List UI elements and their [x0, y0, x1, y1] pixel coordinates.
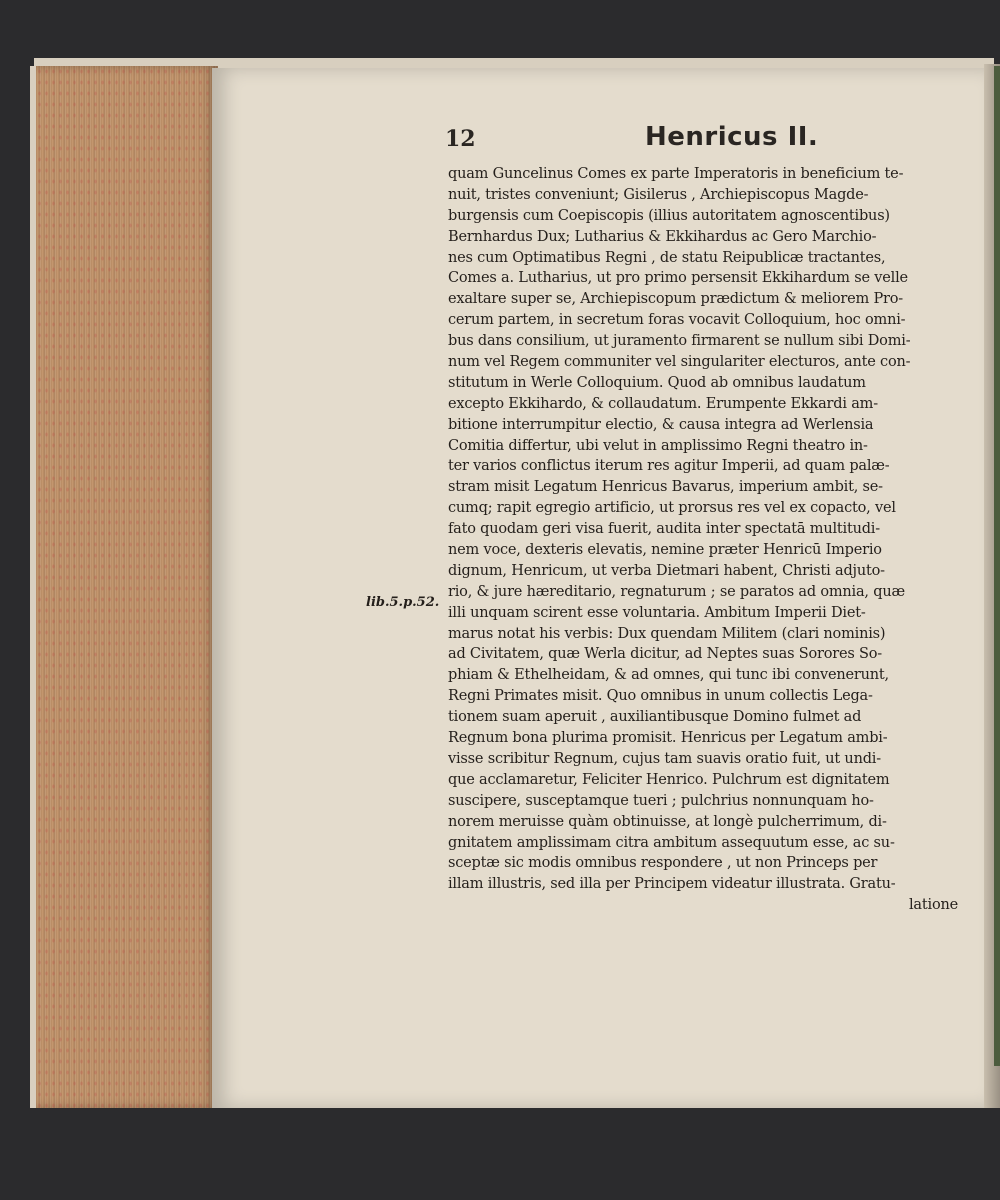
text-line: fato quodam geri visa fuerit, audita inter spectatā multitudi-: [448, 521, 880, 538]
text-line: illi unquam scirent esse voluntaria. Ambitum Imperii Diet-: [448, 604, 866, 621]
running-head: Henricus II.: [645, 122, 819, 152]
text-line: num vel Regem communiter vel singulariter electuros, ante con-: [448, 354, 911, 371]
text-line: ter varios conflictus iterum res agitur Imperii, ad quam palæ-: [448, 458, 890, 475]
text-line: bus dans consilium, ut juramento firmarent se nullum sibi Domi-: [448, 333, 911, 350]
text-line: sceptæ sic modis omnibus respondere , ut non Princeps per: [448, 855, 878, 872]
page-header: [445, 122, 855, 156]
page-number: 12: [445, 126, 476, 152]
text-line: bitione interrumpitur electio, & causa integra ad Werlensia: [448, 416, 874, 433]
text-line: nes cum Optimatibus Regni , de statu Reipublicæ tractantes,: [448, 249, 886, 266]
text-line: visse scribitur Regnum, cujus tam suavis oratio fuit, ut undi-: [448, 750, 881, 767]
text-line: stitutum in Werle Colloquium. Quod ab omnibus laudatum: [448, 374, 866, 391]
text-line: ad Civitatem, quæ Werla dicitur, ad Neptes suas Sorores So-: [448, 646, 882, 663]
text-line: Regnum bona plurima promisit. Henricus per Legatum ambi-: [448, 730, 888, 747]
text-line: nuit, tristes conveniunt; Gisilerus , Archiepiscopus Magde-: [448, 186, 869, 203]
text-line: Comes a. Lutharius, ut pro primo persensit Ekkihardum se velle: [448, 270, 908, 287]
catchword: latione: [909, 897, 958, 914]
text-line: stram misit Legatum Henricus Bavarus, imperium ambit, se-: [448, 479, 883, 496]
text-line: cumq; rapit egregio artificio, ut prorsus res vel ex copacto, vel: [448, 500, 896, 517]
text-line: excepto Ekkihardo, & collaudatum. Erumpente Ekkardi am-: [448, 395, 878, 412]
text-line: rio, & jure hæreditario, regnaturum ; se paratos ad omnia, quæ: [448, 583, 905, 600]
text-line: Comitia differtur, ubi velut in amplissimo Regni theatro in-: [448, 437, 868, 454]
text-line: marus notat his verbis: Dux quendam Militem (clari nominis): [448, 625, 886, 642]
text-line: cerum partem, in secretum foras vocavit Colloquium, hoc omni-: [448, 312, 906, 329]
text-line: nem voce, dexteris elevatis, nemine præter Henricū Imperio: [448, 542, 882, 559]
binding-edge: [994, 66, 1000, 1066]
text-line: Bernhardus Dux; Lutharius & Ekkihardus ac Gero Marchio-: [448, 228, 877, 245]
text-line: tionem suam aperuit , auxiliantibusque Domino fulmet ad: [448, 709, 862, 726]
text-line: Regni Primates misit. Quo omnibus in unum collectis Lega-: [448, 688, 873, 705]
text-line: burgensis cum Coepiscopis (illius autoritatem agnoscentibus): [448, 207, 890, 224]
text-line: illam illustris, sed illa per Principem videatur illustrata. Gratu-: [448, 876, 896, 893]
text-line: exaltare super se, Archiepiscopum prædictum & meliorem Pro-: [448, 291, 903, 308]
text-line: norem meruisse quàm obtinuisse, at longè pulcherrimum, di-: [448, 813, 887, 830]
text-block: [448, 164, 968, 916]
text-line: quam Guncelinus Comes ex parte Imperatoris in beneficium te-: [448, 166, 904, 182]
text-line: dignum, Henricum, ut verba Dietmari habent, Christi adjuto-: [448, 562, 885, 579]
text-line: que acclamaretur, Feliciter Henrico. Pulchrum est dignitatem: [448, 771, 890, 788]
marginal-note: lib.5.p.52.: [366, 595, 440, 610]
text-line: suscipere, susceptamque tueri ; pulchrius nonnunquam ho-: [448, 792, 874, 809]
text-line: gnitatem amplissimam citra ambitum assequutum esse, ac su-: [448, 834, 895, 851]
page-edges: [30, 66, 218, 1108]
text-line: phiam & Ethelheidam, & ad omnes, qui tunc ibi convenerunt,: [448, 667, 889, 684]
